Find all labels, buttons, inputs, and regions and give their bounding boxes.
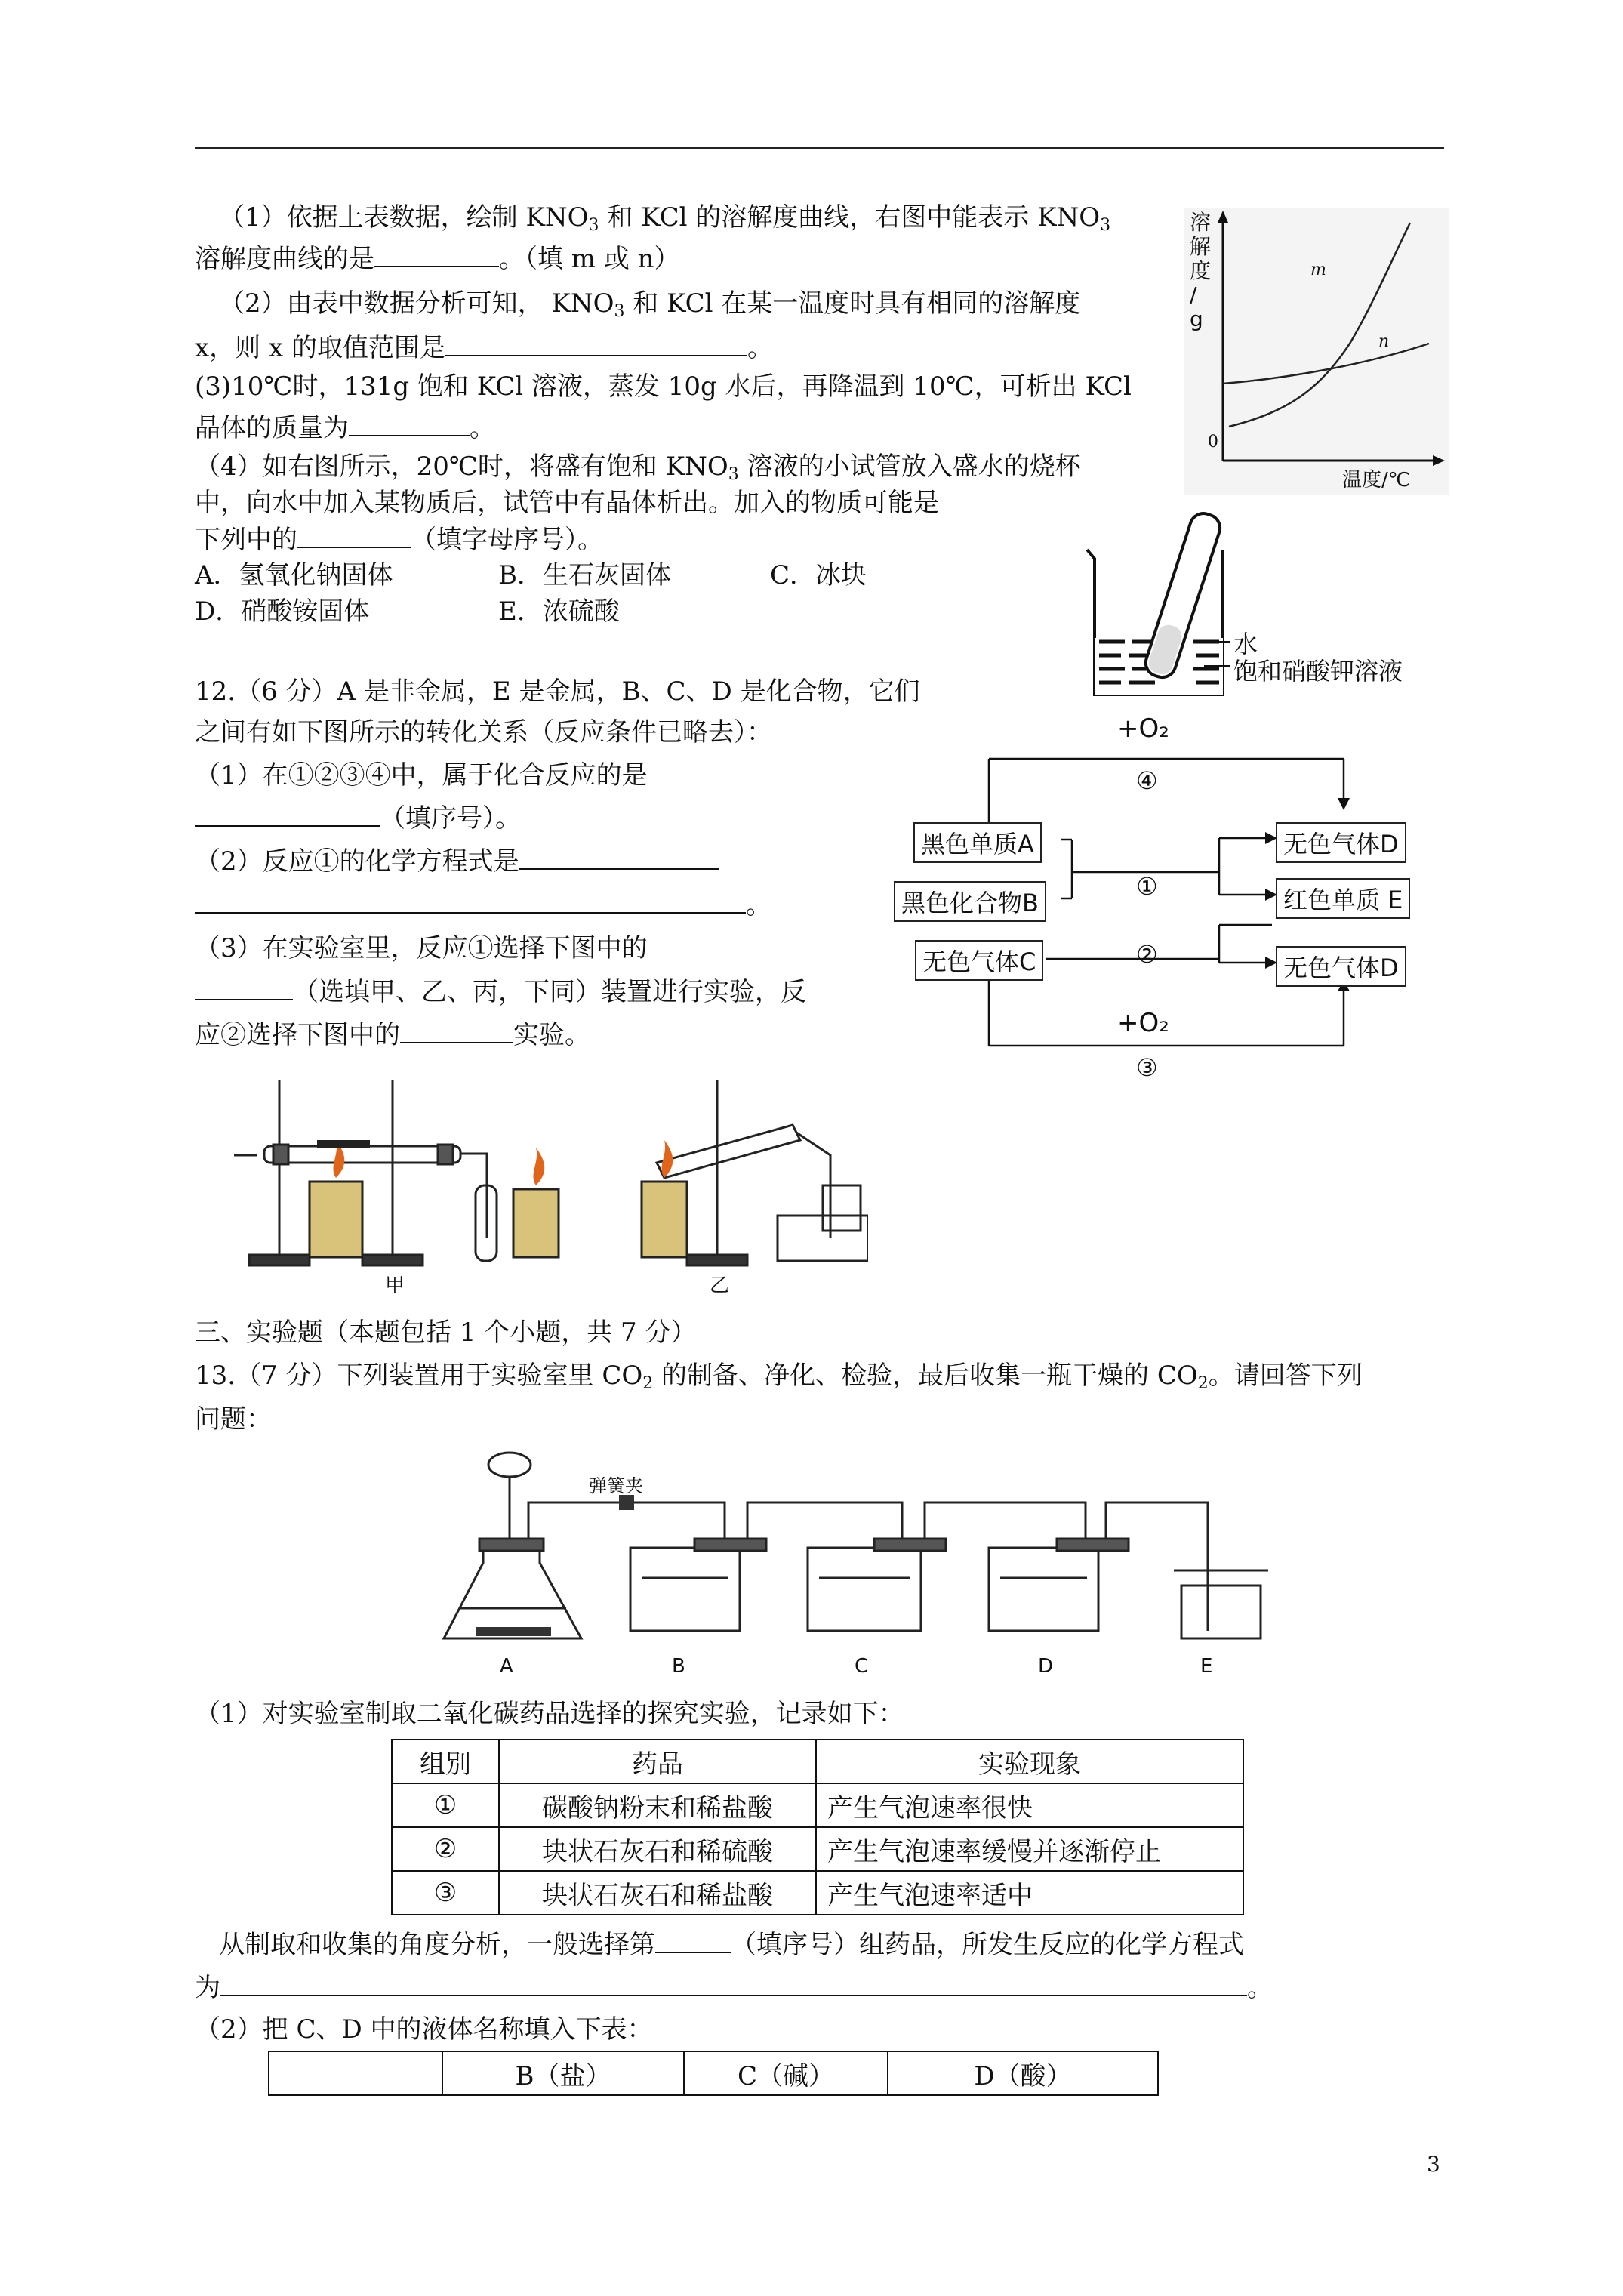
transformation-diagram <box>876 713 1419 1091</box>
answer-blank[interactable] <box>445 332 747 356</box>
q11-part4-line1: （4）如右图所示，20℃时，将盛有饱和 $KNO_3$ 溶液的小试管放入盛水的烧杯 <box>195 451 1081 484</box>
label-o2-top: +O₂ <box>1117 713 1169 744</box>
option-e: E．浓硫酸 <box>498 596 620 627</box>
label-bottle-d: D <box>1038 1655 1054 1678</box>
q11-part1-line2: 溶解度曲线的是 。（填 m 或 n） <box>195 244 680 274</box>
box-colorless-gas-c: 无色气体C <box>915 940 1043 981</box>
answer-blank[interactable] <box>519 846 719 870</box>
q13-part2: （2）把 C、D 中的液体名称填入下表： <box>195 2014 653 2045</box>
table-row <box>392 1827 1243 1871</box>
label-bottle-a: A <box>500 1655 513 1678</box>
q13-part1: （1）对实验室制取二氧化碳药品选择的探究实验，记录如下： <box>195 1699 904 1729</box>
table-cell: ① <box>392 1783 499 1827</box>
label-jia: 甲 <box>385 1274 405 1297</box>
graph-xlabel: 温度/℃ <box>1342 469 1410 492</box>
table-row <box>269 2051 1158 2095</box>
q13-line2: 问题： <box>195 1404 272 1435</box>
reagent-table <box>391 1739 1244 1915</box>
table-header: 药品 <box>499 1740 816 1783</box>
answer-blank[interactable] <box>297 524 411 548</box>
table-cell: D（酸） <box>888 2051 1158 2095</box>
table-cell: 产生气泡速率适中 <box>816 1871 1243 1915</box>
q11-part2-line2: x，则 x 的取值范围是 。 <box>195 333 773 363</box>
q12-line1: 12.（6 分）A 是非金属，E 是金属，B、C、D 是化合物，它们 <box>195 676 920 707</box>
option-c: C．冰块 <box>770 560 867 590</box>
q13-part1-equation: 为 。 <box>195 1973 1273 2003</box>
table-cell: 产生气泡速率很快 <box>816 1783 1243 1827</box>
label-reaction-1: ① <box>1136 872 1158 901</box>
label-yi: 乙 <box>710 1274 730 1297</box>
q11-part1-line1: （1）依据上表数据，绘制 $KNO_3$ 和 KCl 的溶解度曲线，右图中能表示 $KNO_3$ <box>219 202 1111 235</box>
q11-part2-line1: （2）由表中数据分析可知， $KNO_3$ 和 KCl 在某一温度时具有相同的溶解度 <box>219 288 1081 321</box>
box-black-compound-b: 黑色化合物B <box>894 881 1046 922</box>
box-black-element-a: 黑色单质A <box>913 822 1042 863</box>
answer-blank[interactable] <box>374 243 499 267</box>
beaker-label-solution: 饱和硝酸钾溶液 <box>1233 657 1403 686</box>
beaker-label-water: 水 <box>1233 630 1258 658</box>
answer-blank[interactable] <box>195 803 380 827</box>
q13-part1-question: 从制取和收集的角度分析，一般选择第 （填序号）组药品，所发生反应的化学方程式 <box>219 1930 1244 1960</box>
answer-blank[interactable] <box>655 1929 731 1953</box>
table-header: 实验现象 <box>816 1740 1243 1783</box>
answer-blank[interactable] <box>195 976 293 1000</box>
answer-blank[interactable] <box>220 1972 1247 1996</box>
table-cell: 碳酸钠粉末和稀盐酸 <box>499 1783 816 1827</box>
label-o2-bottom: +O₂ <box>1117 1008 1169 1038</box>
label-bottle-c: C <box>855 1655 869 1678</box>
table-cell: ② <box>392 1827 499 1871</box>
box-colorless-gas-d-top: 无色气体D <box>1276 822 1406 863</box>
co2-apparatus-figure <box>438 1450 1276 1684</box>
q12-part2: （2）反应①的化学方程式是 <box>195 846 719 877</box>
answer-blank[interactable] <box>400 1019 513 1043</box>
option-a: A．氢氧化钠固体 <box>195 560 393 590</box>
table-header-row <box>392 1740 1243 1783</box>
q12-part3-line3: 应②选择下图中的 实验。 <box>195 1020 590 1050</box>
q12-part1-answer: （填序号）。 <box>195 803 521 834</box>
section-3-heading: 三、实验题（本题包括 1 个小题，共 7 分） <box>195 1318 697 1348</box>
table-row <box>392 1783 1243 1827</box>
answer-blank[interactable] <box>349 412 470 436</box>
table-cell: 产生气泡速率缓慢并逐渐停止 <box>816 1827 1243 1871</box>
graph-ylabel: 溶 解 度 / g <box>1190 210 1212 331</box>
label-reaction-2: ② <box>1136 940 1158 969</box>
box-red-element-e: 红色单质 E <box>1276 878 1410 919</box>
q11-part4-line3: 下列中的 （填字母序号）。 <box>195 525 603 555</box>
curve-label-n: n <box>1378 332 1390 351</box>
label-bottle-b: B <box>672 1655 685 1678</box>
table-cell[interactable] <box>269 2051 442 2095</box>
option-d: D．硝酸铵固体 <box>195 596 370 627</box>
table-cell: 块状石灰石和稀硫酸 <box>499 1827 816 1871</box>
graph-origin: 0 <box>1208 433 1218 451</box>
q12-part3-line1: （3）在实验室里，反应①选择下图中的 <box>195 933 648 963</box>
box-colorless-gas-d-bottom: 无色气体D <box>1276 946 1406 987</box>
liquid-names-table <box>268 2051 1159 2096</box>
q11-part4-line2: 中，向水中加入某物质后，试管中有晶体析出。加入的物质可能是 <box>195 488 939 518</box>
table-cell: B（盐） <box>442 2051 684 2095</box>
q13-line1: 13.（7 分）下列装置用于实验室里 $CO_2$ 的制备、净化、检验，最后收集一瓶干燥的 $CO_2$。请回答下列 <box>195 1361 1363 1393</box>
label-bottle-e: E <box>1200 1655 1213 1678</box>
option-b: B．生石灰固体 <box>498 560 671 590</box>
table-header: 组别 <box>392 1740 499 1783</box>
table-cell: 块状石灰石和稀盐酸 <box>499 1871 816 1915</box>
table-cell: ③ <box>392 1871 499 1915</box>
curve-label-m: m <box>1310 260 1326 279</box>
table-row <box>392 1871 1243 1915</box>
q12-part2-answer: 。 <box>195 889 771 920</box>
q12-part1: （1）在①②③④中，属于化合反应的是 <box>195 760 648 791</box>
table-cell: C（碱） <box>684 2051 888 2095</box>
q12-line2: 之间有如下图所示的转化关系（反应条件已略去）： <box>195 717 772 747</box>
label-reaction-4: ④ <box>1136 766 1158 795</box>
q11-part3-line2: 晶体的质量为 。 <box>195 413 495 443</box>
q12-part3-line2: （选填甲、乙、丙，下同）装置进行实验，反 <box>195 976 806 1007</box>
beaker-figure <box>1072 506 1434 702</box>
apparatus-figure-jia-yi <box>234 1072 868 1299</box>
header-rule <box>195 147 1444 149</box>
solubility-graph <box>1184 208 1449 495</box>
label-reaction-3: ③ <box>1136 1053 1158 1082</box>
answer-blank[interactable] <box>195 889 746 914</box>
q11-part3-line1: (3)10℃时，131g 饱和 KCl 溶液，蒸发 10g 水后，再降温到 10℃，可析出 KCl <box>195 371 1132 402</box>
page-number: 3 <box>1427 2152 1440 2177</box>
label-spring-clip: 弹簧夹 <box>589 1475 643 1496</box>
